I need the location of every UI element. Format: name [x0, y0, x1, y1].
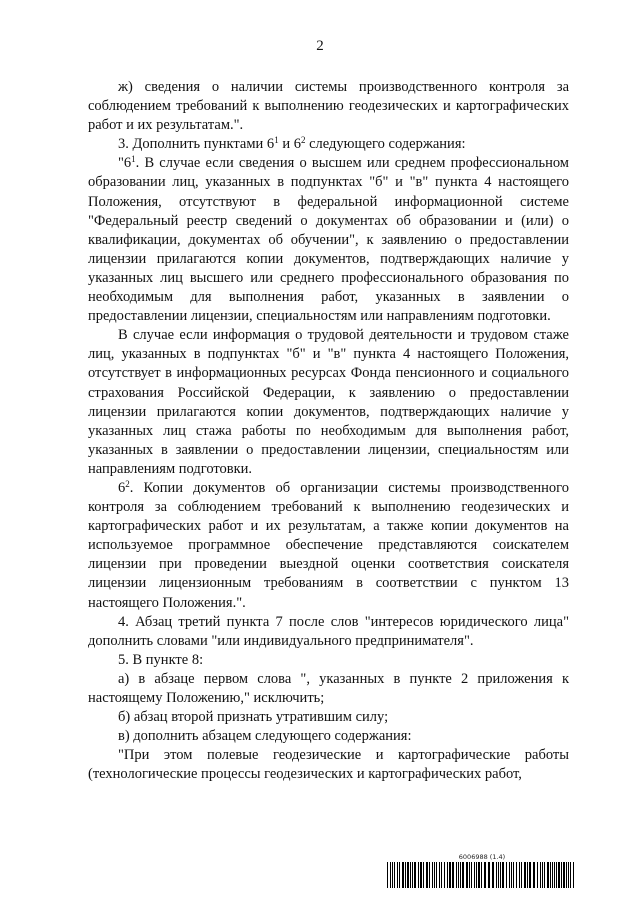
barcode-icon	[387, 862, 577, 888]
text-run: следующего содержания:	[305, 136, 466, 153]
barcode-label: 6006988 (1.4)	[458, 853, 506, 861]
text-run: . Копии документов об организации системы производственного контроля за соблюдением требований к выполнению геодезических и картографических работ и их результатам, а также копии документов на используемое программное обеспечение представляются соискателем лицензии при проведении выездной оценки соответствия соискателя лицензии лицензионным требованиям в соответствии с пунктом 13 настоящего Положения.".	[88, 479, 569, 611]
superscript: 1	[274, 135, 279, 146]
paragraph-amendment-3	[88, 135, 569, 154]
text-run: . В случае если сведения о высшем или среднем профессиональном образовании лиц, указанных в подпунктах "б" и "в" пункта 4 настоящего Положения, отсутствуют в федеральной информационной системе "Федеральный реестр сведений о документах об образовании и (или) о квалификации, документах об обучении", к заявлению о предоставлении лицензии прилагаются копии документов, подтверждающих наличие у указанных лиц высшего или среднего профессионального образования по необходимым для выполнения работ, указанных в заявлении о предоставлении лицензии, специальностям или направлениям подготовки.	[88, 155, 569, 325]
paragraph-sub-b: б) абзац второй признать утратившим силу;	[118, 709, 389, 726]
document-body	[88, 78, 569, 784]
paragraph-item-zh: ж) сведения о наличии системы производственного контроля за соблюдением требований к выполнению геодезических и картографических работ и их результатам.".	[88, 79, 569, 134]
superscript: 2	[125, 478, 130, 489]
page-number: 2	[316, 38, 324, 54]
superscript: 2	[300, 135, 306, 146]
superscript: 1	[131, 154, 136, 165]
paragraph-sub-v: в) дополнить абзацем следующего содержания:	[118, 728, 412, 745]
paragraph-point-6-1	[88, 154, 569, 326]
text-run: "6	[118, 155, 132, 172]
text-run: 3. Дополнить пунктами 6	[118, 136, 275, 153]
barcode	[387, 853, 577, 889]
paragraph-quote-start: "При этом полевые геодезические и картографические работы (технологические процессы геодезических и картографических работ,	[88, 747, 569, 783]
text-run: и 6	[278, 136, 301, 153]
text-run: 6	[118, 479, 126, 496]
paragraph-labor-info: В случае если информация о трудовой деятельности и трудовом стаже лиц, указанных в подпунктах "б" и "в" пункта 4 настоящего Положения, отсутствует в информационных ресурсах Фонда пенсионного и социального страхования Российской Федерации, к заявлению о предоставлении лицензии прилагаются копии документов, подтверждающих наличие у указанных лиц стажа работы по необходимым для выполнения работ, указанных в заявлении о предоставлении лицензии, специальностям или направлениям подготовки.	[88, 327, 569, 477]
paragraph-amendment-4: 4. Абзац третий пункта 7 после слов "интересов юридического лица" дополнить словами "или индивидуального предпринимателя".	[88, 613, 569, 649]
paragraph-point-6-2	[88, 479, 569, 613]
paragraph-amendment-5: 5. В пункте 8:	[118, 651, 204, 668]
paragraph-sub-a: а) в абзаце первом слова ", указанных в пункте 2 приложения к настоящему Положению," исключить;	[88, 670, 569, 706]
